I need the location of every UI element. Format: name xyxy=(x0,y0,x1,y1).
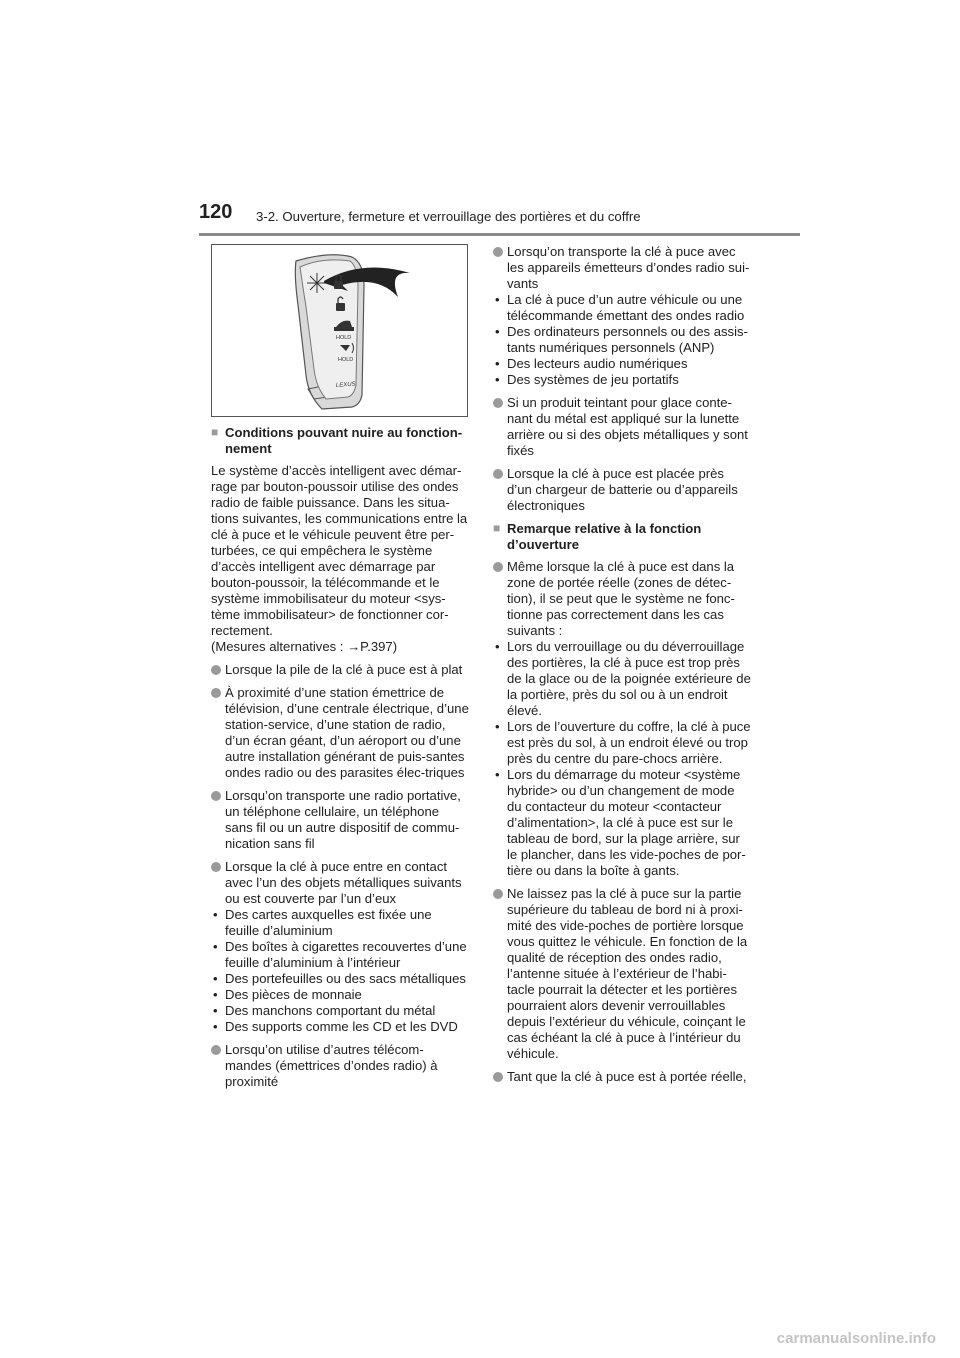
bullet-item xyxy=(493,244,751,292)
list-item: • Lors du verrouillage ou du déverrouillage des portières, la clé à puce est trop près de la glace ou de la poignée extérieure de la portière, près du sol ou à un endroit élevé. xyxy=(495,639,751,718)
list-item: • Des manchons comportant du métal xyxy=(213,1003,436,1018)
lexus-logo: LEXUS xyxy=(335,381,356,389)
bullet-item xyxy=(211,662,469,678)
bullet-dot-icon xyxy=(493,247,503,257)
header-rule xyxy=(199,233,800,236)
bullet-item xyxy=(211,788,469,852)
bullet-text: Lorsque la pile de la clé à puce est à plat xyxy=(225,662,463,677)
page-number: 120 xyxy=(199,201,233,223)
bullet-dot-icon xyxy=(493,889,503,899)
section-heading-conditions: ■ Conditions pouvant nuire au fonction-nement xyxy=(211,425,469,457)
bullet-item xyxy=(493,559,751,639)
section-heading-remark: ■ Remarque relative à la fonction d’ouverture xyxy=(493,521,751,553)
smart-key-figure xyxy=(211,244,468,417)
intro-text: Le système d’accès intelligent avec démar-rage par bouton-poussoir utilise des ondes radio de faible puissance. Dans les situa-tions suivantes, les communications entre la clé à puce et le véhicule peuvent être per-turbées, ce qui empêchera le système d’accès intelligent avec démarrage par bouton-poussoir, la télécommande et le système immobilisateur du moteur <sys-tème immobilisateur> de fonctionner cor-rectement. xyxy=(211,463,468,638)
list-item: • Des lecteurs audio numériques xyxy=(495,356,688,371)
metal-objects-list xyxy=(211,907,469,1035)
bullet-text: Lorsqu’on utilise d’autres télécom-mandes (émettrices d’ondes radio) à proximité xyxy=(225,1042,438,1089)
list-item: • Des boîtes à cigarettes recouvertes d’une feuille d’aluminium à l’intérieur xyxy=(213,939,467,970)
watermark: carmanualsonline.info xyxy=(776,1330,936,1347)
list-item: • La clé à puce d’un autre véhicule ou une télécommande émettant des ondes radio xyxy=(495,292,745,323)
bullet-dot-icon xyxy=(211,665,221,675)
intro-paragraph xyxy=(211,463,469,655)
bullet-text: Lorsqu’on transporte une radio portative, un téléphone cellulaire, un téléphone sans fil ou un autre dispositif de commu-nication sans fil xyxy=(225,788,461,851)
bullet-text: Tant que la clé à puce est à portée réelle, xyxy=(507,1069,747,1084)
list-item: • Des ordinateurs personnels ou des assis-tants numériques personnels (ANP) xyxy=(495,324,748,355)
list-item: • Des supports comme les CD et les DVD xyxy=(213,1019,458,1034)
left-column xyxy=(211,244,469,1097)
list-item: • Des pièces de monnaie xyxy=(213,987,362,1002)
range-cases-list xyxy=(493,639,751,879)
list-item: • Des portefeuilles ou des sacs métalliques xyxy=(213,971,466,986)
bullet-item xyxy=(493,395,751,459)
bullet-item xyxy=(211,1042,469,1090)
bullet-item xyxy=(493,466,751,514)
bullet-dot-icon xyxy=(211,791,221,801)
alt-measures-link[interactable]: (Mesures alternatives : →P.397) xyxy=(211,639,398,654)
list-item: • Des systèmes de jeu portatifs xyxy=(495,372,679,387)
bullet-dot-icon xyxy=(211,1045,221,1055)
bullet-item xyxy=(493,886,751,1062)
hold-label-1: HOLD xyxy=(336,335,352,341)
bullet-item xyxy=(493,1069,751,1085)
bullet-dot-icon xyxy=(493,562,503,572)
bullet-dot-icon xyxy=(493,469,503,479)
bullet-text: Si un produit teintant pour glace conte-nant du métal est appliqué sur la lunette arrière ou si des objets métalliques y sont fixés xyxy=(507,395,748,458)
list-item: • Lors du démarrage du moteur <système hybride> ou d’un changement de mode du contacteur du moteur <contacteur d’alimentation>, la clé à puce est sur le tableau de bord, sur la plage arrière, sur le plancher, dans les vide-poches de por-tière ou dans la boîte à gants. xyxy=(495,767,746,878)
radio-devices-list xyxy=(493,292,751,388)
bullet-item xyxy=(211,685,469,781)
bullet-text: Lorsque la clé à puce entre en contact avec l’un des objets métalliques suivants ou est couverte par l’un d’eux xyxy=(225,859,462,906)
list-item: • Lors de l’ouverture du coffre, la clé à puce est près du sol, à un endroit élevé ou trop près du centre du pare-chocs arrière. xyxy=(495,719,751,766)
bullet-dot-icon xyxy=(493,1072,503,1082)
bullet-text: Même lorsque la clé à puce est dans la zone de portée réelle (zones de détec-tion), il se peut que le système ne fonc-tionne pas correctement dans les cas suivants : xyxy=(507,559,735,638)
bullet-dot-icon xyxy=(211,862,221,872)
hold-label-2: HOLD xyxy=(338,357,354,363)
bullet-text: Ne laissez pas la clé à puce sur la partie supérieure du tableau de bord ni à proxi-mité des vide-poches de portière lorsque vous quittez le véhicule. En fonction de la qualité de réception des ondes radio, l’antenne située à l’extérieur de l’habi-tacle pourrait la détecter et les portières pourraient alors devenir verrouillables depuis l’extérieur du véhicule, coinçant le cas échéant la clé à puce à l’intérieur du véhicule. xyxy=(507,886,748,1061)
bullet-dot-icon xyxy=(211,688,221,698)
bullet-text: À proximité d’une station émettrice de télévision, d’une centrale électrique, d’une station-service, d’une station de radio, d’un écran géant, d’un aéroport ou d’une autre installation générant de puis-santes ondes radio ou des parasites élec-triques xyxy=(225,685,469,780)
right-column xyxy=(493,244,751,1092)
section-title: 3-2. Ouverture, fermeture et verrouillage des portières et du coffre xyxy=(256,209,641,224)
smart-key-illustration xyxy=(212,245,467,416)
bullet-dot-icon xyxy=(493,398,503,408)
bullet-item xyxy=(211,859,469,907)
list-item: • Des cartes auxquelles est fixée une feuille d’aluminium xyxy=(213,907,432,938)
bullet-text: Lorsque la clé à puce est placée près d’un chargeur de batterie ou d’appareils électroniques xyxy=(507,466,738,513)
bullet-text: Lorsqu’on transporte la clé à puce avec les appareils émetteurs d’ondes radio sui-vants xyxy=(507,244,750,291)
